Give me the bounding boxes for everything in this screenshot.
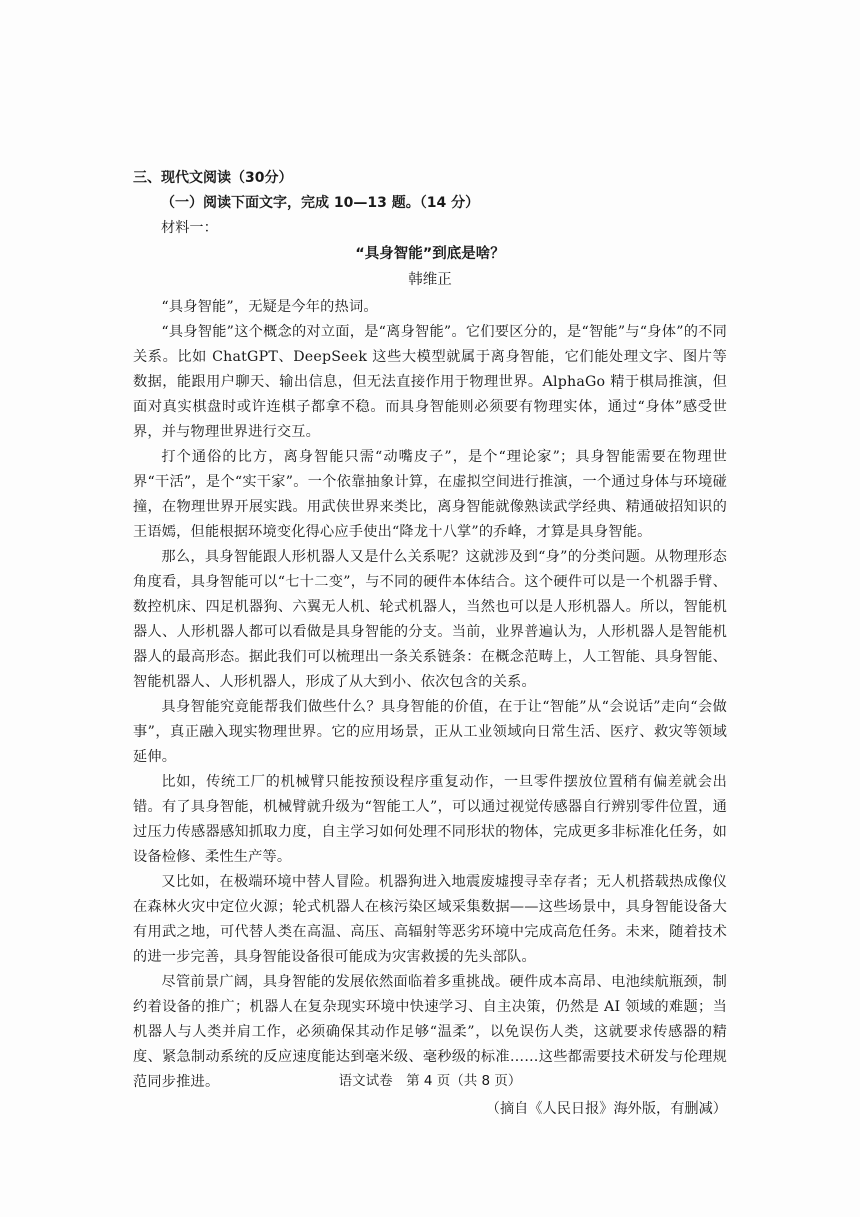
article-paragraph: 打个通俗的比方，离身智能只需“动嘴皮子”，是个“理论家”；具身智能需要在物理世界“干活”，是个“实干家”。一个依靠抽象计算，在虚拟空间进行推演，一个通过身体与环境碰撞，在物理世界开展实践。用武侠世界来类比，离身智能就像熟读武学经典、精通破招知识的王语嫣，但能根据环境变化得心应手使出“降龙十八掌”的乔峰，才算是具身智能。: [133, 449, 727, 540]
article-title: “具身智能”到底是啥？: [355, 246, 505, 262]
article-author: 韩维正: [408, 272, 452, 288]
article-source: （摘自《人民日报》海外版，有删减）: [485, 1101, 727, 1117]
section-heading: 三、现代文阅读（30分）: [133, 170, 293, 186]
article-paragraph: 具身智能究竟能帮我们做些什么？具身智能的价值，在于让“智能”从“会说话”走向“会做事”，真正融入现实物理世界。它的应用场景，正从工业领域向日常生活、医疗、救灾等领域延伸。: [133, 699, 727, 765]
article-paragraph: 又比如，在极端环境中替人冒险。机器狗进入地震废墟搜寻幸存者；无人机搭载热成像仪在森林火灾中定位火源；轮式机器人在核污染区域采集数据——这些场景中，具身智能设备大有用武之地，可代替人类在高温、高压、高辐射等恶劣环境中完成高危任务。未来，随着技术的进一步完善，具身智能设备很可能成为灾害救援的先头部队。: [133, 874, 727, 965]
reading-section: [133, 166, 727, 1122]
material-label: 材料一：: [161, 220, 218, 236]
article-paragraph: 尽管前景广阔，具身智能的发展依然面临着多重挑战。硬件成本高昂、电池续航瓶颈，制约着设备的推广；机器人在复杂现实环境中快速学习、自主决策，仍然是 AI 领域的难题；当机器人与人类并肩工作，必须确保其动作足够“温柔”，以免误伤人类，这就要求传感器的精度、紧急制动系统的反应速度能达到毫米级、毫秒级的标准……这些都需要技术研发与伦理规范同步推进。: [133, 974, 727, 1090]
page-footer: 语文试卷 第 4 页（共 8 页）: [338, 1073, 522, 1089]
article-paragraph: “具身智能”这个概念的对立面，是“离身智能”。它们要区分的，是“智能”与“身体”的不同关系。比如 ChatGPT、DeepSeek 这些大模型就属于离身智能，它们能处理文字、图片等数据，能跟用户聊天、输出信息，但无法直接作用于物理世界。AlphaGo 精于棋局推演，但面对真实棋盘时或许连棋子都拿不稳。而具身智能则必须要有物理实体，通过“身体”感受世界，并与物理世界进行交互。: [133, 324, 727, 440]
article-paragraph: 那么，具身智能跟人形机器人又是什么关系呢？这就涉及到“身”的分类问题。从物理形态角度看，具身智能可以“七十二变”，与不同的硬件本体结合。这个硬件可以是一个机器手臂、数控机床、四足机器狗、六翼无人机、轮式机器人，当然也可以是人形机器人。所以，智能机器人、人形机器人都可以看做是具身智能的分支。当前，业界普遍认为，人形机器人是智能机器人的最高形态。据此我们可以梳理出一条关系链条：在概念范畴上，人工智能、具身智能、智能机器人、人形机器人，形成了从大到小、依次包含的关系。: [133, 549, 727, 690]
question-instruction: （一）阅读下面文字，完成 10—13 题。（14 分）: [161, 195, 480, 211]
article-paragraph: 比如，传统工厂的机械臂只能按预设程序重复动作，一旦零件摆放位置稍有偏差就会出错。有了具身智能，机械臂就升级为“智能工人”，可以通过视觉传感器自行辨别零件位置，通过压力传感器感知抓取力度，自主学习如何处理不同形状的物体，完成更多非标准化任务，如设备检修、柔性生产等。: [133, 774, 727, 865]
article-paragraph: “具身智能”，无疑是今年的热词。: [161, 299, 378, 315]
